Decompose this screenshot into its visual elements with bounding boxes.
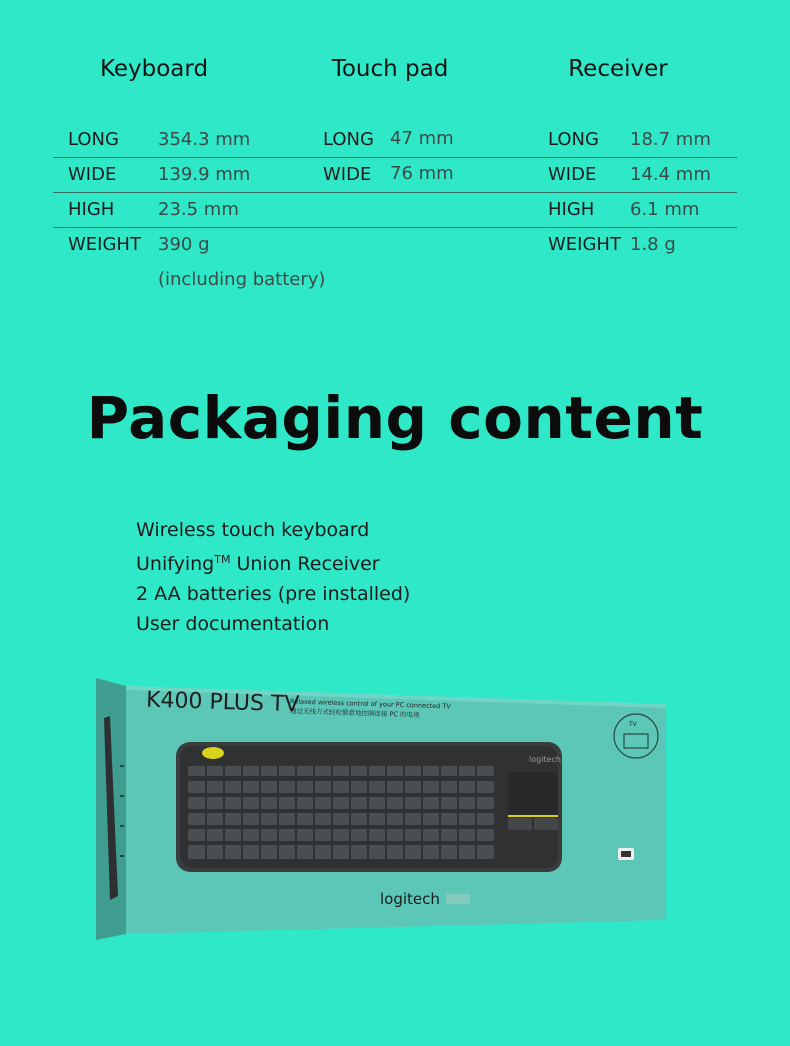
receiver-weight-value: 1.8 g <box>630 234 676 255</box>
receiver-high-value: 6.1 mm <box>630 199 700 220</box>
receiver-high-label: HIGH <box>548 199 595 220</box>
spec-divider <box>53 227 737 228</box>
touchpad-spec-heading: Touch pad <box>331 56 449 82</box>
touchpad-wide-value: 76 mm <box>390 163 454 184</box>
touchpad-long-value: 47 mm <box>390 128 454 149</box>
keyboard-spec-heading: Keyboard <box>99 56 209 82</box>
list-item: User documentation <box>136 613 330 635</box>
spec-divider <box>53 192 737 193</box>
keyboard-long-label: LONG <box>68 129 119 150</box>
keyboard-touchpad <box>508 772 558 816</box>
keyboard-weight-label: WEIGHT <box>68 234 141 255</box>
box-model-name: K400 PLUS TV <box>145 687 300 718</box>
keyboard-brand-logo: logitech <box>529 755 561 764</box>
keyboard-wide-label: WIDE <box>68 164 117 185</box>
touchpad-long-label: LONG <box>323 129 374 150</box>
box-tv-badge-label: TV <box>629 721 637 728</box>
receiver-long-value: 18.7 mm <box>630 129 711 150</box>
packaging-list <box>136 515 410 639</box>
keyboard-high-label: HIGH <box>68 199 115 220</box>
keyboard-high-value: 23.5 mm <box>158 199 239 220</box>
packaging-content-title: Packaging content <box>86 384 704 452</box>
trademark-sup: TM <box>214 553 231 566</box>
box-brand-logo: logitech <box>380 890 440 908</box>
list-item <box>136 545 410 579</box>
keyboard-weight-note: (including battery) <box>158 269 326 290</box>
list-item-text: Unifying <box>136 553 215 575</box>
receiver-wide-value: 14.4 mm <box>630 164 711 185</box>
list-item: 2 AA batteries (pre installed) <box>136 583 411 605</box>
spec-divider <box>53 157 737 158</box>
box-tagline-cn: 通过无线方式轻松惬意地控制连接 PC 的电视 <box>289 706 420 720</box>
keyboard-weight-value: 390 g <box>158 234 210 255</box>
box-tagline-en: Relaxed wireless control of your PC connected TV <box>289 697 451 711</box>
yellow-accent-key <box>202 747 224 759</box>
receiver-long-label: LONG <box>548 129 599 150</box>
keyboard-long-value: 354.3 mm <box>158 129 251 150</box>
receiver-spec-heading: Receiver <box>568 56 668 82</box>
keyboard-wide-value: 139.9 mm <box>158 164 251 185</box>
list-item: Wireless touch keyboard <box>136 519 370 541</box>
touchpad-wide-label: WIDE <box>323 164 372 185</box>
receiver-wide-label: WIDE <box>548 164 597 185</box>
list-item-text-rest: Union Receiver <box>230 553 380 575</box>
receiver-weight-label: WEIGHT <box>548 234 621 255</box>
product-box-image <box>96 676 668 942</box>
